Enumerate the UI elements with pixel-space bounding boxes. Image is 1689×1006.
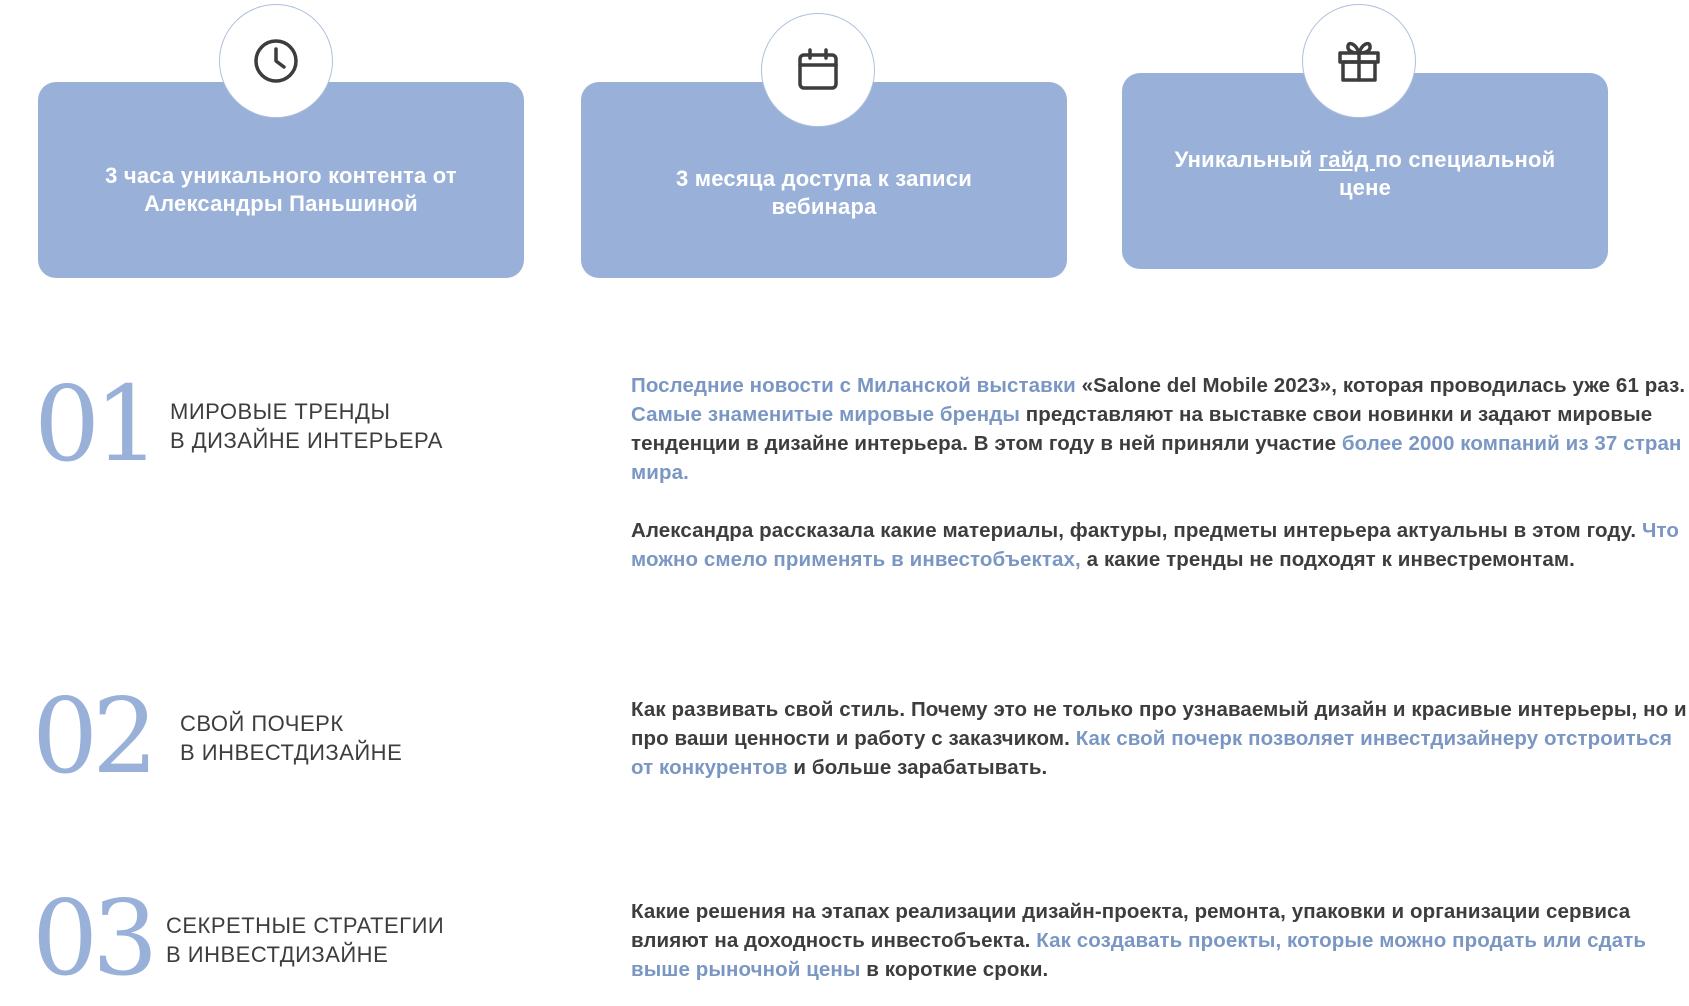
guide-link[interactable]: гайд bbox=[1318, 147, 1375, 172]
body-text: и больше зарабатывать. bbox=[787, 756, 1048, 779]
feature-card-text: 3 часа уникального контента от Александры Паньшиной bbox=[105, 163, 457, 216]
section-heading bbox=[180, 709, 402, 767]
section-heading-line: СЕКРЕТНЫЕ СТРАТЕГИИ bbox=[166, 913, 445, 938]
feature-icon-circle bbox=[1302, 4, 1416, 118]
section-description bbox=[631, 371, 1689, 574]
section-number: 02 bbox=[32, 675, 153, 797]
section-heading-line: В ИНВЕСТДИЗАЙНЕ bbox=[166, 942, 389, 967]
highlight-text: более 2000 компаний из 37 стран мира. bbox=[631, 432, 1682, 484]
body-text: представляют на выставке свои новинки и задают мировые тенденции в дизайне интерьера. В этом году в ней приняли участие bbox=[631, 403, 1653, 455]
section-description bbox=[631, 695, 1689, 782]
section-heading bbox=[166, 911, 444, 969]
paragraph bbox=[631, 516, 1689, 574]
section-heading-line: В ДИЗАЙНЕ ИНТЕРЬЕРА bbox=[170, 428, 443, 453]
feature-text-start: Уникальный bbox=[1174, 147, 1319, 172]
section-heading-line: МИРОВЫЕ ТРЕНДЫ bbox=[170, 399, 391, 424]
highlight-text: Как свой почерк позволяет инвестдизайнеру отстроиться от конкурентов bbox=[631, 727, 1673, 779]
body-text: а какие тренды не подходят к инвестремонтам. bbox=[1080, 548, 1575, 571]
section-heading bbox=[170, 397, 443, 455]
body-text: «Salone del Mobile 2023», которая проводилась уже 61 раз. bbox=[1075, 374, 1686, 397]
body-text: Какие решения на этапах реализации дизайн-проекта, ремонта, упаковки и организации сервиса влияют на доходность инвестобъекта. bbox=[631, 900, 1631, 952]
body-text: Как развивать свой стиль. Почему это не только про узнаваемый дизайн и красивые интерьеры, но и про ваши ценности и работу с заказчиком. bbox=[631, 698, 1687, 750]
calendar-icon bbox=[794, 46, 842, 94]
feature-card-text: 3 месяца доступа к записи вебинара bbox=[676, 166, 972, 219]
feature-card-text bbox=[1162, 146, 1568, 202]
feature-icon-circle bbox=[219, 4, 333, 118]
section-number: 01 bbox=[34, 363, 155, 485]
paragraph bbox=[631, 371, 1689, 487]
clock-icon bbox=[252, 37, 300, 85]
highlight-text: Как создавать проекты, которые можно продать или сдать выше рыночной цены bbox=[631, 929, 1647, 981]
feature-icon-circle bbox=[761, 13, 875, 127]
paragraph bbox=[631, 897, 1689, 984]
section-heading-line: В ИНВЕСТДИЗАЙНЕ bbox=[180, 740, 403, 765]
highlight-text: Что можно смело применять в инвестобъектах, bbox=[631, 519, 1679, 571]
section-description bbox=[631, 897, 1689, 984]
highlight-text: Последние новости с Миланской выставки bbox=[631, 374, 1076, 397]
paragraph bbox=[631, 695, 1689, 782]
body-text: Александра рассказала какие материалы, фактуры, предметы интерьера актуальны в этом году. bbox=[631, 519, 1642, 542]
section-number: 03 bbox=[32, 877, 153, 999]
body-text: в короткие сроки. bbox=[860, 958, 1049, 981]
highlight-text: Самые знаменитые мировые бренды bbox=[631, 403, 1020, 426]
gift-icon bbox=[1335, 37, 1383, 85]
section-heading-line: СВОЙ ПОЧЕРК bbox=[180, 711, 344, 736]
feature-text-end: по специальной цене bbox=[1338, 147, 1556, 200]
